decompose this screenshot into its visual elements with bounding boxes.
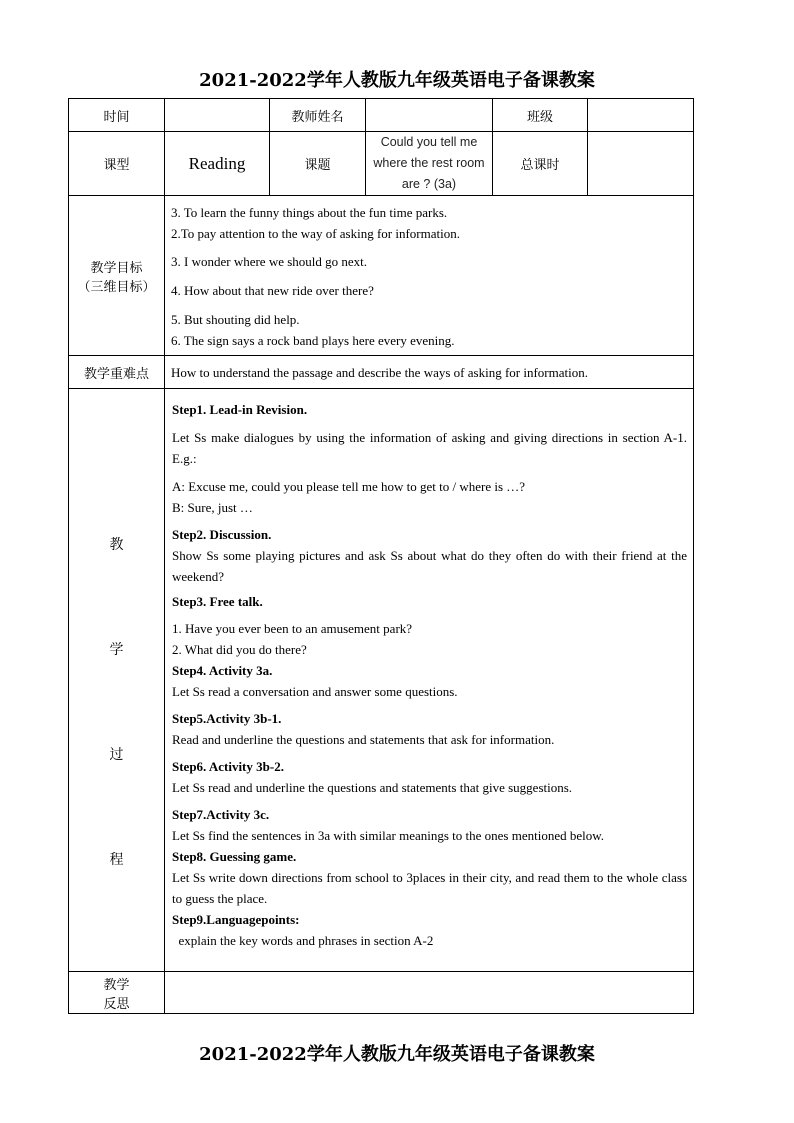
process-label-char: 教 [109,537,124,553]
key-points-label: 教学重难点 [69,356,165,389]
header-row [69,99,694,132]
process-label-char: 程 [109,852,124,868]
reflection-value[interactable] [165,972,694,1014]
lesson-info-row [69,132,694,196]
reflection-label-line: 教学 [103,977,130,993]
step-title: Step2. Discussion. [172,527,272,542]
step-title: Step8. Guessing game. [172,849,297,864]
total-hours-label: 总课时 [493,132,588,196]
topic-line: where the rest room [373,156,485,170]
list-item: 2. What did you do there? [172,642,307,657]
step-text: explain the key words and phrases in section A-2 [172,933,434,948]
step-title: Step1. Lead-in Revision. [172,402,308,417]
process-content [165,389,694,972]
objective-item: 2.To pay attention to the way of asking for information. [171,226,460,241]
process-row [69,389,694,972]
step-title: Step6. Activity 3b-2. [172,759,284,774]
step-text: Let Ss read a conversation and answer some questions. [172,684,458,699]
reflection-row [69,972,694,1014]
step-title: Step5.Activity 3b-1. [172,711,282,726]
objectives-row [69,196,694,356]
objective-item: 5. But shouting did help. [171,312,300,327]
class-value[interactable] [588,99,694,132]
objective-item: 3. I wonder where we should go next. [171,254,368,269]
process-label [69,389,165,972]
key-points-text: How to understand the passage and describe the ways of asking for information. [165,356,694,389]
step-title: Step7.Activity 3c. [172,807,270,822]
step-text: Let Ss read and underline the questions and statements that give suggestions. [172,780,573,795]
step-text: Let Ss find the sentences in 3a with similar meanings to the ones mentioned below. [172,828,605,843]
list-item: 1. Have you ever been to an amusement park? [172,621,413,636]
topic-line: Could you tell me [380,135,478,149]
step-text: Show Ss some playing pictures and ask Ss about what do they often do with their friend at the weekend? [172,548,687,584]
teacher-name-value[interactable] [366,99,493,132]
dialogue-line: B: Sure, just … [172,500,253,515]
document-title: 2021-2022学年人教版九年级英语电子备课教案 [199,70,595,91]
time-value[interactable] [165,99,270,132]
step-title: Step4. Activity 3a. [172,663,273,678]
topic-line: are ? (3a) [401,177,457,191]
dialogue-line: A: Excuse me, could you please tell me how to get to / where is …? [172,479,526,494]
lesson-type-label: 课型 [69,132,165,196]
objective-item: 3. To learn the funny things about the fun time parks. [171,205,448,220]
objectives-label-line: 教学目标 [90,260,143,276]
time-label: 时间 [69,99,165,132]
objective-item: 4. How about that new ride over there? [171,283,374,298]
objectives-content [165,196,694,356]
objectives-label [69,196,165,356]
topic-value [366,132,493,196]
class-label: 班级 [493,99,588,132]
footer-title: 2021-2022学年人教版九年级英语电子备课教案 [199,1044,595,1065]
process-label-char: 学 [109,642,124,658]
step-title: Step9.Languagepoints: [172,912,300,927]
reflection-label-line: 反思 [103,996,130,1012]
lesson-plan-table [68,98,694,1014]
process-label-char: 过 [109,747,124,763]
objectives-label-line: （三维目标） [77,279,156,295]
total-hours-value[interactable] [588,132,694,196]
reflection-label [69,972,165,1014]
teacher-name-label: 教师姓名 [270,99,366,132]
step-text: Read and underline the questions and statements that ask for information. [172,732,555,747]
objective-item: 6. The sign says a rock band plays here every evening. [171,333,455,348]
step-text: Let Ss make dialogues by using the information of asking and giving directions in section A-1. E.g.: [172,430,687,466]
topic-label: 课题 [270,132,366,196]
step-title: Step3. Free talk. [172,594,263,609]
step-text: Let Ss write down directions from school to 3places in their city, and read them to the whole class to guess the place. [172,870,687,906]
key-points-row [69,356,694,389]
lesson-type-value: Reading [165,132,270,196]
